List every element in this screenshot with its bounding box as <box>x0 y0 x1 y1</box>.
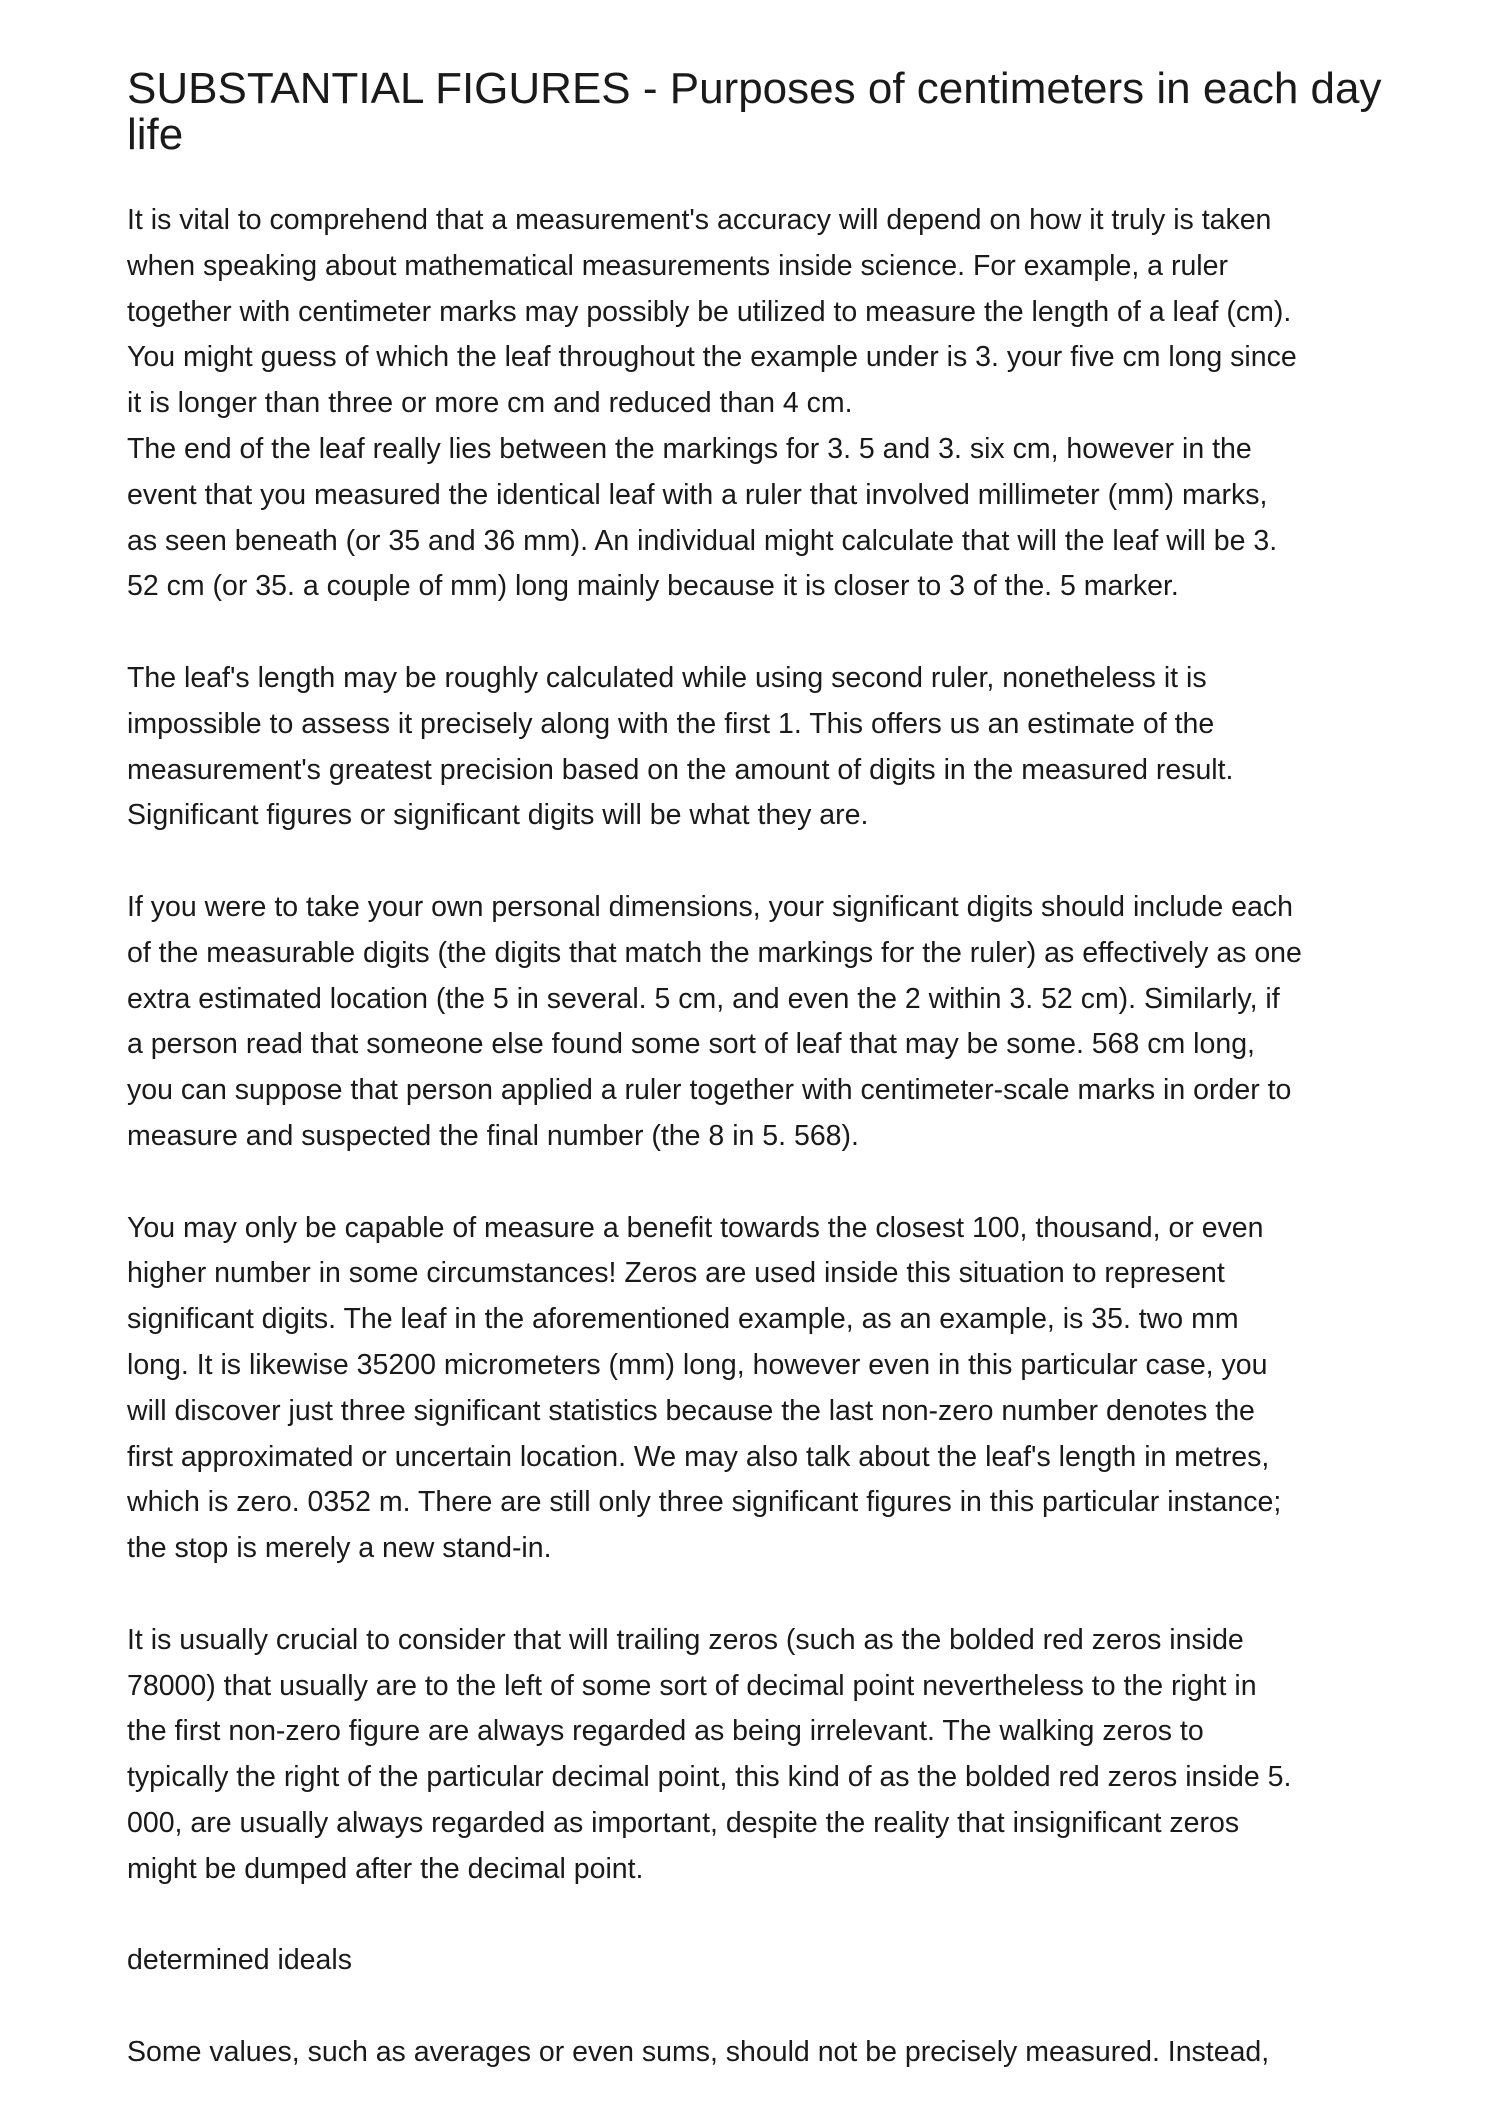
page-title: SUBSTANTIAL FIGURES - Purposes of centimeters in each day life <box>127 64 1382 159</box>
paragraph-second-ruler: The leaf's length may be roughly calculated while using second ruler, nonetheless it is impossible to assess it precisely along with the first 1. This offers us an estimate of the measurement's greatest precision based on the amount of digits in the measured result. Significant figures or significant digits will be what they are. <box>127 661 1234 832</box>
paragraph-measurement-accuracy: It is vital to comprehend that a measurement's accuracy will depend on how it truly is taken when speaking about mathematical measurements inside science. For example, a ruler together with centimeter marks may possibly be utilized to measure the length of a leaf (cm). You might guess of which the leaf throughout the example under is 3. your five cm long since it is longer than three or more cm and reduced than 4 cm. The end of the leaf really lies between the markings for 3. 5 and 3. six cm, however in the event that you measured the identical leaf with a ruler that involved millimeter (mm) marks, as seen beneath (or 35 and 36 mm). An individual might calculate that will the leaf will be 3. 52 cm (or 35. a couple of mm) long mainly because it is closer to 3 of the. 5 marker. <box>127 204 1297 603</box>
paragraph-trailing-zeros: It is usually crucial to consider that will trailing zeros (such as the bolded red zeros inside 78000) that usually are to the left of some sort of decimal point nevertheless to the right in the first non-zero figure are always regarded as being irrelevant. The walking zeros to typically the right of the particular decimal point, this kind of as the bolded red zeros inside 5. 000, are usually always regarded as important, despite the reality that insignificant zeros might be dumped after the decimal point. <box>127 1623 1292 1885</box>
paragraph-gap <box>127 610 1392 656</box>
paragraph-averages-sums: Some values, such as averages or even sums, should not be precisely measured. Instead, <box>127 2035 1270 2068</box>
paragraph-gap <box>127 1984 1392 2030</box>
paragraph-gap <box>127 839 1392 885</box>
paragraph-gap <box>127 1160 1392 1206</box>
section-heading-determined-ideals: determined ideals <box>127 1944 352 1977</box>
paragraph-gap <box>127 1892 1392 1938</box>
document-page <box>127 66 1392 2076</box>
paragraph-zeros: You may only be capable of measure a benefit towards the closest 100, thousand, or even higher number in some circumstances! Zeros are used inside this situation to represent significant digits. The leaf in the aforementioned example, as an example, is 35. two mm long. It is likewise 35200 micrometers (mm) long, however even in this particular case, you will discover just three significant statistics because the last non-zero number denotes the first approximated or uncertain location. We may also talk about the leaf's length in metres, which is zero. 0352 m. There are still only three significant figures in this particular instance; the stop is merely a new stand-in. <box>127 1211 1282 1565</box>
paragraph-gap <box>127 1572 1392 1618</box>
paragraph-own-dimensions: If you were to take your own personal dimensions, your significant digits should include each of the measurable digits (the digits that match the markings for the ruler) as effectively as one extra estimated location (the 5 in several. 5 cm, and even the 2 within 3. 52 cm). Similarly, if a person read that someone else found some sort of leaf that may be some. 568 cm long, you can suppose that person applied a ruler together with centimeter-scale marks in order to measure and suspected the final number (the 8 in 5. 568). <box>127 890 1302 1152</box>
